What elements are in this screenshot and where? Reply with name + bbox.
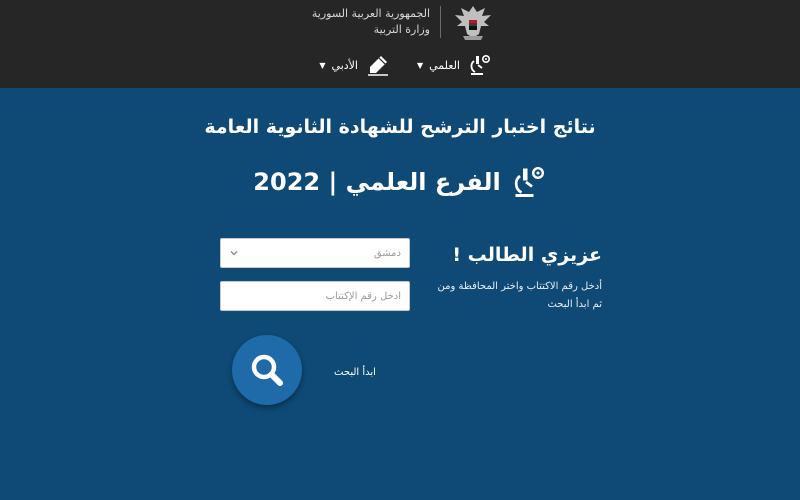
- branch-title: الفرع العلمي | 2022: [253, 168, 501, 196]
- nav-label-literary: الأدبي: [331, 58, 358, 72]
- governorate-value: دمشق: [373, 247, 401, 259]
- ministry-name: وزارة التربية: [373, 23, 430, 36]
- greeting: عزيزي الطالب !: [452, 244, 602, 266]
- chevron-down-icon: [229, 248, 239, 258]
- brand[interactable]: [312, 2, 495, 42]
- eagle-emblem-icon: [451, 2, 495, 42]
- page-title: نتائج اختبار الترشح للشهادة الثانوية العامة: [204, 116, 596, 138]
- brand-divider: [440, 6, 441, 38]
- microscope-gear-icon: [511, 164, 547, 200]
- governorate-select[interactable]: [220, 238, 410, 268]
- nav-item-literary[interactable]: [319, 50, 390, 80]
- pen-pencil-icon: [366, 53, 390, 77]
- search-button[interactable]: [232, 335, 302, 405]
- chevron-down-icon: ▼: [416, 60, 424, 70]
- chevron-down-icon: ▼: [319, 60, 326, 70]
- search-icon: [248, 351, 286, 389]
- subscription-number-input[interactable]: [220, 281, 410, 311]
- brand-text: [312, 6, 430, 38]
- country-name: الجمهورية العربية السورية: [311, 7, 430, 20]
- instructions: أدخل رقم الاكتتاب واختر المحافظة ومن ثم ابدأ البحث: [437, 281, 602, 310]
- search-button-label[interactable]: ابدأ البحث: [334, 367, 376, 378]
- microscope-gear-icon: [468, 53, 492, 77]
- branch-heading: [0, 160, 800, 204]
- main-nav: [0, 50, 800, 80]
- nav-item-scientific[interactable]: [417, 50, 492, 80]
- top-header: [0, 0, 800, 88]
- nav-label-scientific: العلمي: [429, 58, 460, 72]
